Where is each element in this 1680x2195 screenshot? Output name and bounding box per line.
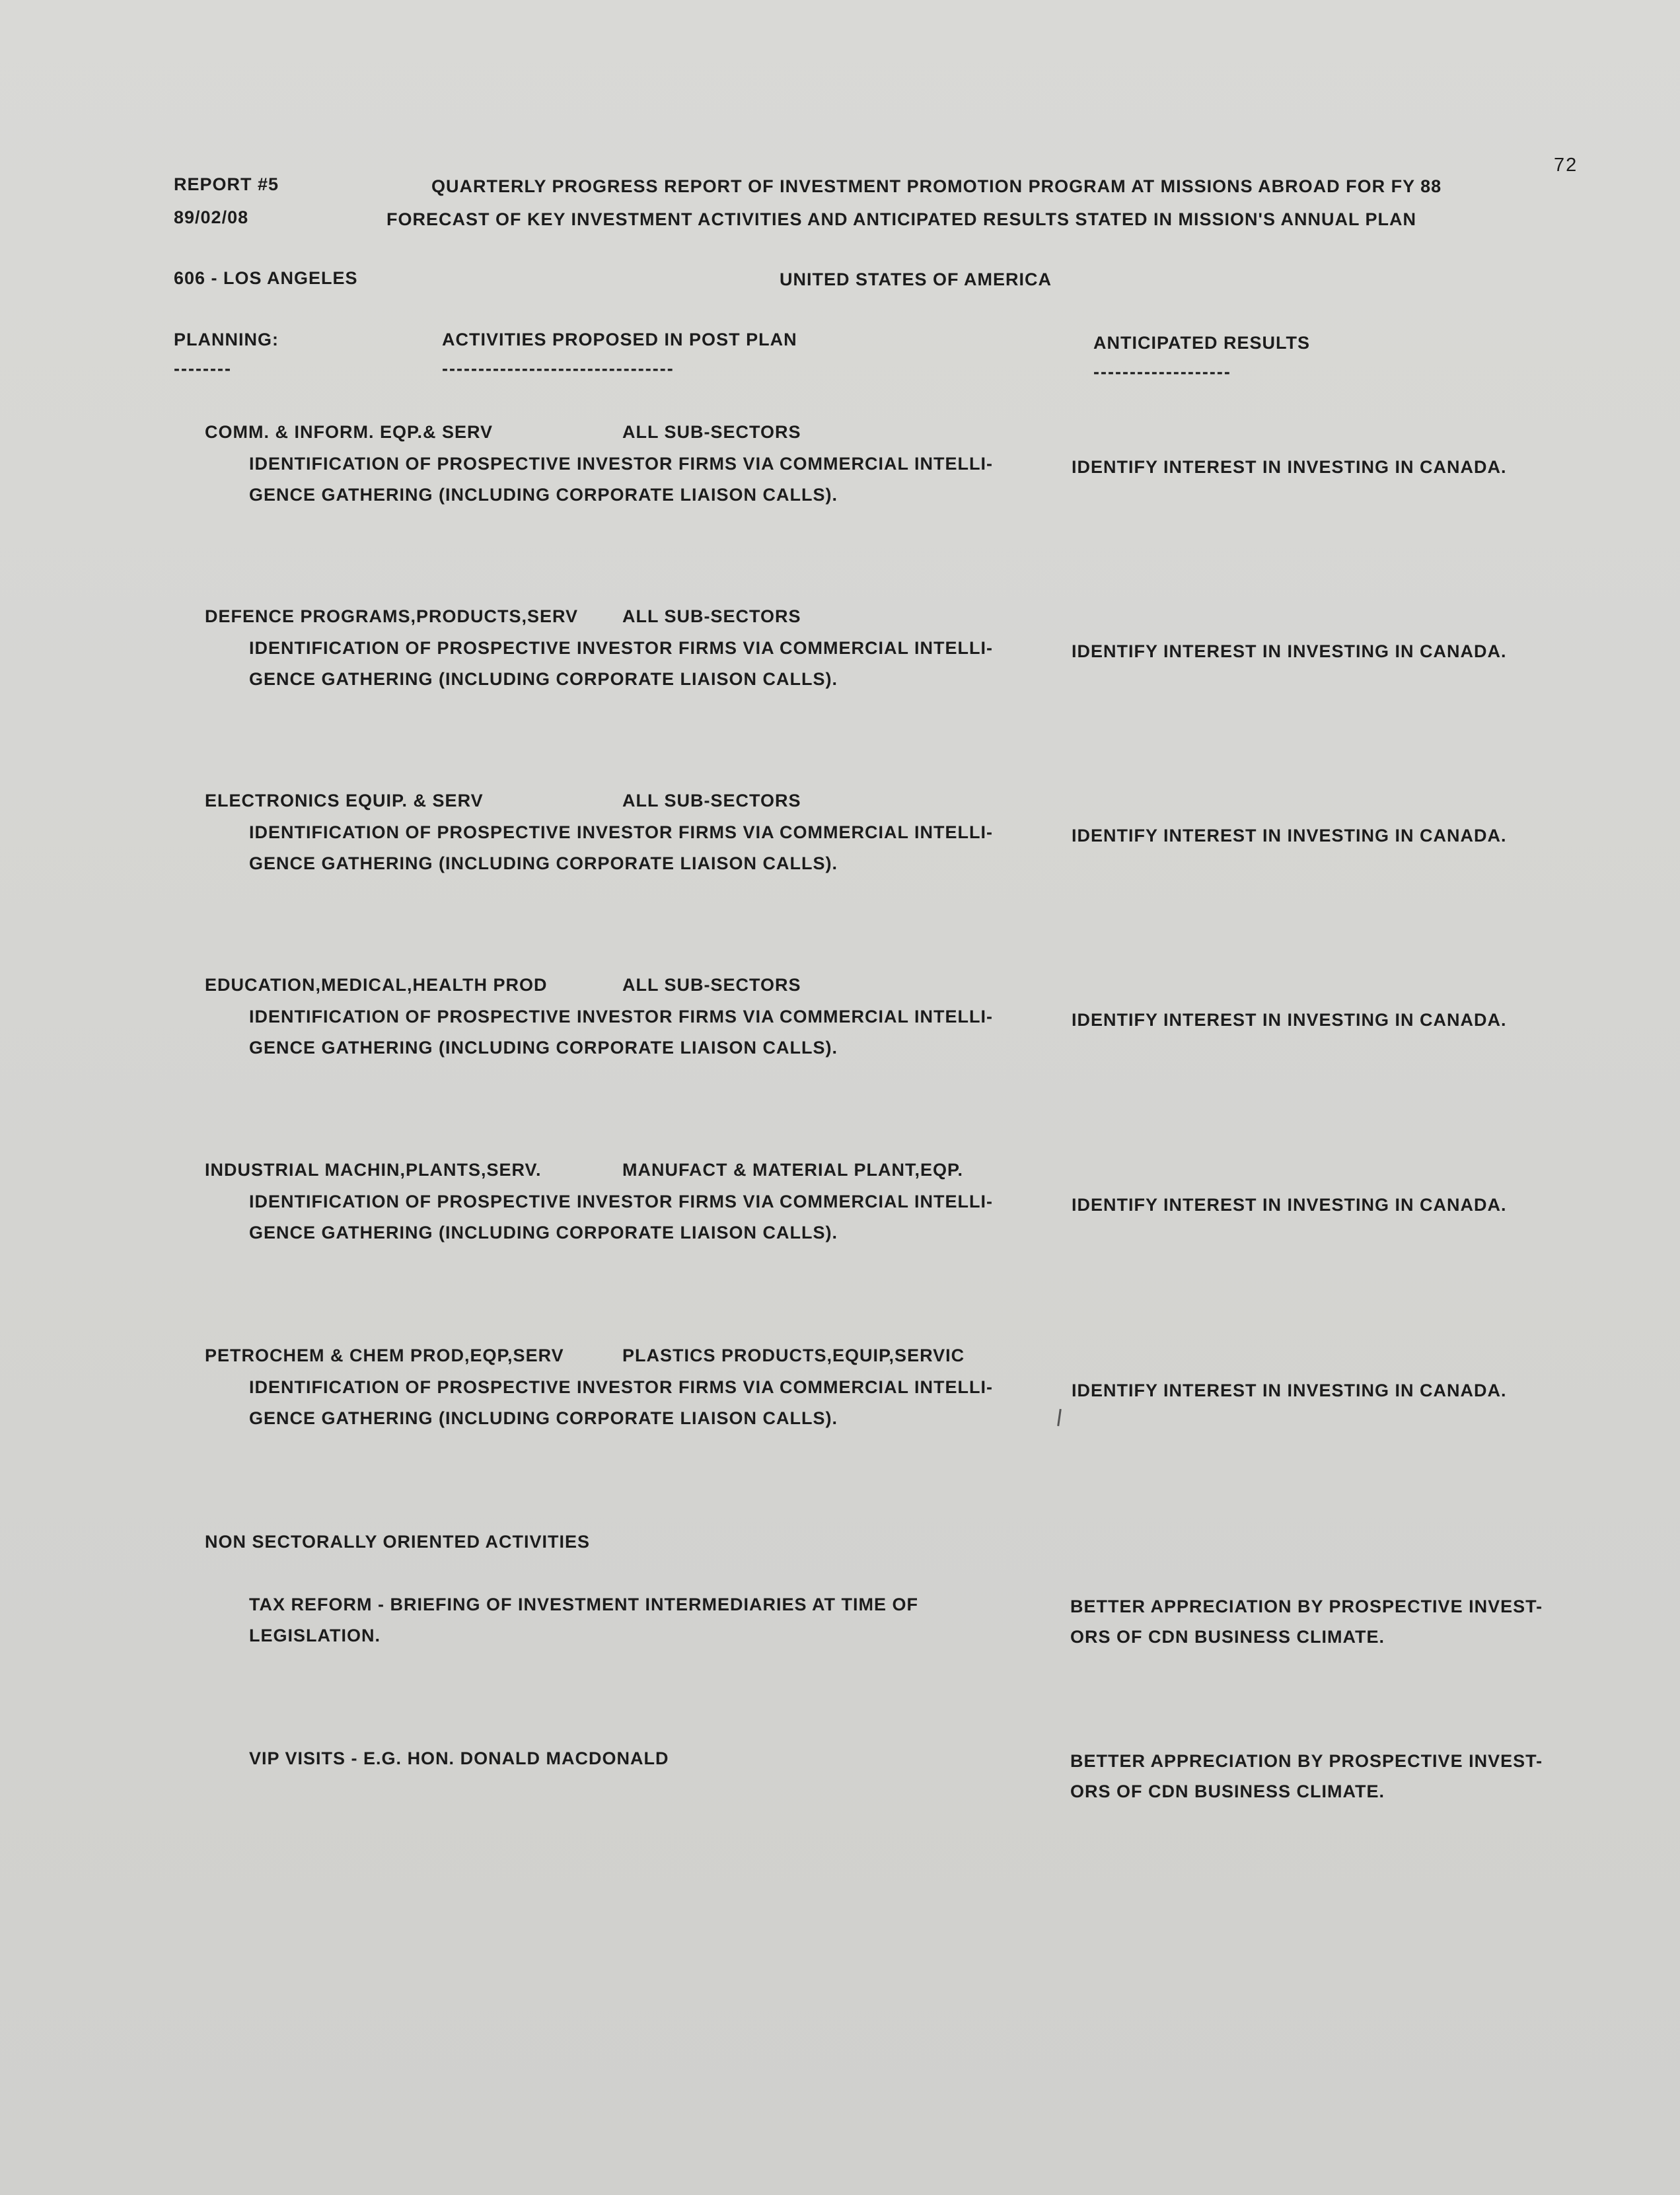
planning-rule: -------- xyxy=(174,359,232,378)
sector-name: PETROCHEM & CHEM PROD,EQP,SERV xyxy=(205,1346,564,1365)
sector-name: DEFENCE PROGRAMS,PRODUCTS,SERV xyxy=(205,606,579,626)
subsector-name: ALL SUB-SECTORS xyxy=(622,606,801,626)
result-text: BETTER APPRECIATION BY PROSPECTIVE INVEST- xyxy=(1070,1597,1543,1616)
activity-text: IDENTIFICATION OF PROSPECTIVE INVESTOR FIRMS VIA COMMERCIAL INTELLI- xyxy=(249,1007,994,1026)
result-text: IDENTIFY INTEREST IN INVESTING IN CANADA. xyxy=(1072,1010,1507,1030)
activity-text: VIP VISITS - E.G. HON. DONALD MACDONALD xyxy=(249,1748,669,1768)
activity-text: GENCE GATHERING (INCLUDING CORPORATE LIAISON CALLS). xyxy=(249,485,838,505)
report-id: REPORT #5 xyxy=(174,174,279,194)
results-heading: ANTICIPATED RESULTS xyxy=(1093,333,1310,353)
result-text: BETTER APPRECIATION BY PROSPECTIVE INVEST- xyxy=(1070,1751,1543,1771)
activity-text: GENCE GATHERING (INCLUDING CORPORATE LIAISON CALLS). xyxy=(249,1223,838,1242)
report-date: 89/02/08 xyxy=(174,207,249,227)
stray-pen-mark xyxy=(1057,1409,1062,1426)
result-text: IDENTIFY INTEREST IN INVESTING IN CANADA. xyxy=(1072,457,1507,477)
activity-text: GENCE GATHERING (INCLUDING CORPORATE LIAISON CALLS). xyxy=(249,1038,838,1058)
country-name: UNITED STATES OF AMERICA xyxy=(780,270,1052,289)
activity-text: IDENTIFICATION OF PROSPECTIVE INVESTOR FIRMS VIA COMMERCIAL INTELLI- xyxy=(249,1377,994,1397)
mission-name: 606 - LOS ANGELES xyxy=(174,268,358,288)
subsector-name: ALL SUB-SECTORS xyxy=(622,791,801,810)
subsector-name: PLASTICS PRODUCTS,EQUIP,SERVIC xyxy=(622,1346,965,1365)
result-text: ORS OF CDN BUSINESS CLIMATE. xyxy=(1070,1781,1385,1801)
sector-name: INDUSTRIAL MACHIN,PLANTS,SERV. xyxy=(205,1160,542,1180)
result-text: IDENTIFY INTEREST IN INVESTING IN CANADA. xyxy=(1072,1381,1507,1400)
results-rule: ------------------- xyxy=(1093,362,1231,382)
activity-text: TAX REFORM - BRIEFING OF INVESTMENT INTERMEDIARIES AT TIME OF xyxy=(249,1595,918,1614)
activity-text: GENCE GATHERING (INCLUDING CORPORATE LIAISON CALLS). xyxy=(249,669,838,689)
sector-name: EDUCATION,MEDICAL,HEALTH PROD xyxy=(205,975,548,995)
result-text: ORS OF CDN BUSINESS CLIMATE. xyxy=(1070,1627,1385,1647)
subsector-name: ALL SUB-SECTORS xyxy=(622,975,801,995)
activities-rule: -------------------------------- xyxy=(442,359,675,378)
report-title-line2: FORECAST OF KEY INVESTMENT ACTIVITIES AND ANTICIPATED RESULTS STATED IN MISSION'S ANNUAL PLAN xyxy=(386,209,1416,229)
activity-text: IDENTIFICATION OF PROSPECTIVE INVESTOR FIRMS VIA COMMERCIAL INTELLI- xyxy=(249,638,994,658)
result-text: IDENTIFY INTEREST IN INVESTING IN CANADA. xyxy=(1072,1195,1507,1215)
activities-heading: ACTIVITIES PROPOSED IN POST PLAN xyxy=(442,330,797,349)
subsector-name: ALL SUB-SECTORS xyxy=(622,422,801,442)
activity-text: IDENTIFICATION OF PROSPECTIVE INVESTOR FIRMS VIA COMMERCIAL INTELLI- xyxy=(249,454,994,474)
activity-text: LEGISLATION. xyxy=(249,1626,381,1645)
page-number: 72 xyxy=(1554,155,1578,176)
subsector-name: MANUFACT & MATERIAL PLANT,EQP. xyxy=(622,1160,964,1180)
report-title-line1: QUARTERLY PROGRESS REPORT OF INVESTMENT PROMOTION PROGRAM AT MISSIONS ABROAD FOR FY 88 xyxy=(431,176,1442,196)
result-text: IDENTIFY INTEREST IN INVESTING IN CANADA. xyxy=(1072,826,1507,846)
non-sectoral-heading: NON SECTORALLY ORIENTED ACTIVITIES xyxy=(205,1532,591,1552)
activity-text: IDENTIFICATION OF PROSPECTIVE INVESTOR FIRMS VIA COMMERCIAL INTELLI- xyxy=(249,1192,994,1211)
activity-text: GENCE GATHERING (INCLUDING CORPORATE LIAISON CALLS). xyxy=(249,1408,838,1428)
result-text: IDENTIFY INTEREST IN INVESTING IN CANADA. xyxy=(1072,641,1507,661)
activity-text: GENCE GATHERING (INCLUDING CORPORATE LIAISON CALLS). xyxy=(249,853,838,873)
sector-name: COMM. & INFORM. EQP.& SERV xyxy=(205,422,493,442)
activity-text: IDENTIFICATION OF PROSPECTIVE INVESTOR FIRMS VIA COMMERCIAL INTELLI- xyxy=(249,822,994,842)
planning-heading: PLANNING: xyxy=(174,330,279,349)
sector-name: ELECTRONICS EQUIP. & SERV xyxy=(205,791,484,810)
